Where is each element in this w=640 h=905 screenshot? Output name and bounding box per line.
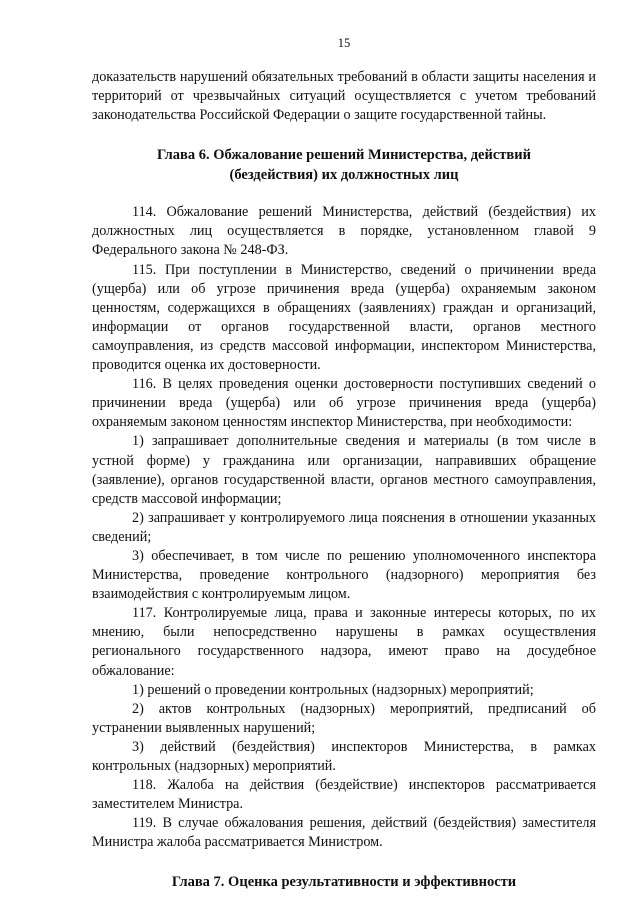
paragraph-117: 117. Контролируемые лица, права и законные интересы которых, по их мнению, были непосредственно нарушены в рамках осуществления регионального государственного надзора, имеют право на досудебное обжалование:: [92, 605, 596, 679]
paragraph-117-item-1: 1) решений о проведении контрольных (надзорных) мероприятий;: [132, 681, 534, 698]
paragraph-114: 114. Обжалование решений Министерства, действий (бездействия) их должностных лиц осуществляется в порядке, установленном главой 9 Федерального закона № 248-ФЗ.: [92, 204, 596, 259]
paragraph-116-item-1: 1) запрашивает дополнительные сведения и материалы (в том числе в устной форме) у гражданина или организации, направивших обращение (заявление), органов государственной власти, органов местного самоуправления, средств массовой информации;: [92, 433, 596, 507]
paragraph-115: 115. При поступлении в Министерство, сведений о причинении вреда (ущерба) или об угрозе причинения вреда (ущерба) охраняемым законом ценностям, содержащихся в обращениях (заявлениях) граждан и организаций, информации от органов государственной власти, органов местного самоуправления, из средств массовой информации, инспектором Министерства, проводится оценка их достоверности.: [92, 261, 596, 374]
paragraph-116: 116. В целях проведения оценки достоверности поступивших сведений о причинении вреда (ущерба) или об угрозе причинения вреда (ущерба) охраняемым законом ценностям инспектор Министерства, при необходимости:: [92, 376, 596, 431]
chapter-6-heading: Глава 6. Обжалование решений Министерства, действий (бездействия) их должностных лиц: [157, 147, 531, 183]
paragraph-116-item-2: 2) запрашивает у контролируемого лица пояснения в отношении указанных сведений;: [92, 509, 596, 545]
paragraph-119: 119. В случае обжалования решения, действий (бездействия) заместителя Министра жалоба рассматривается Министром.: [92, 815, 596, 851]
paragraph-116-item-3: 3) обеспечивает, в том числе по решению уполномоченного инспектора Министерства, проведение контрольного (надзорного) мероприятия без взаимодействия с контролируемым лицом.: [92, 547, 596, 603]
paragraph-118: 118. Жалоба на действия (бездействие) инспекторов рассматривается заместителем Министра.: [92, 777, 596, 813]
page-number: 15: [337, 36, 351, 50]
paragraph-117-item-3: 3) действий (бездействия) инспекторов Министерства, в рамках контрольных (надзорных) мероприятий.: [92, 738, 596, 774]
document-body: [92, 68, 596, 893]
chapter-7-heading: Глава 7. Оценка результативности и эффективности: [171, 874, 517, 891]
paragraph-continuation: доказательств нарушений обязательных требований в области защиты населения и территорий от чрезвычайных ситуаций осуществляется с учетом требований законодательства Российской Федерации о защите государственной тайны.: [92, 69, 596, 124]
paragraph-117-item-2: 2) актов контрольных (надзорных) мероприятий, предписаний об устранении выявленных нарушений;: [92, 700, 596, 736]
